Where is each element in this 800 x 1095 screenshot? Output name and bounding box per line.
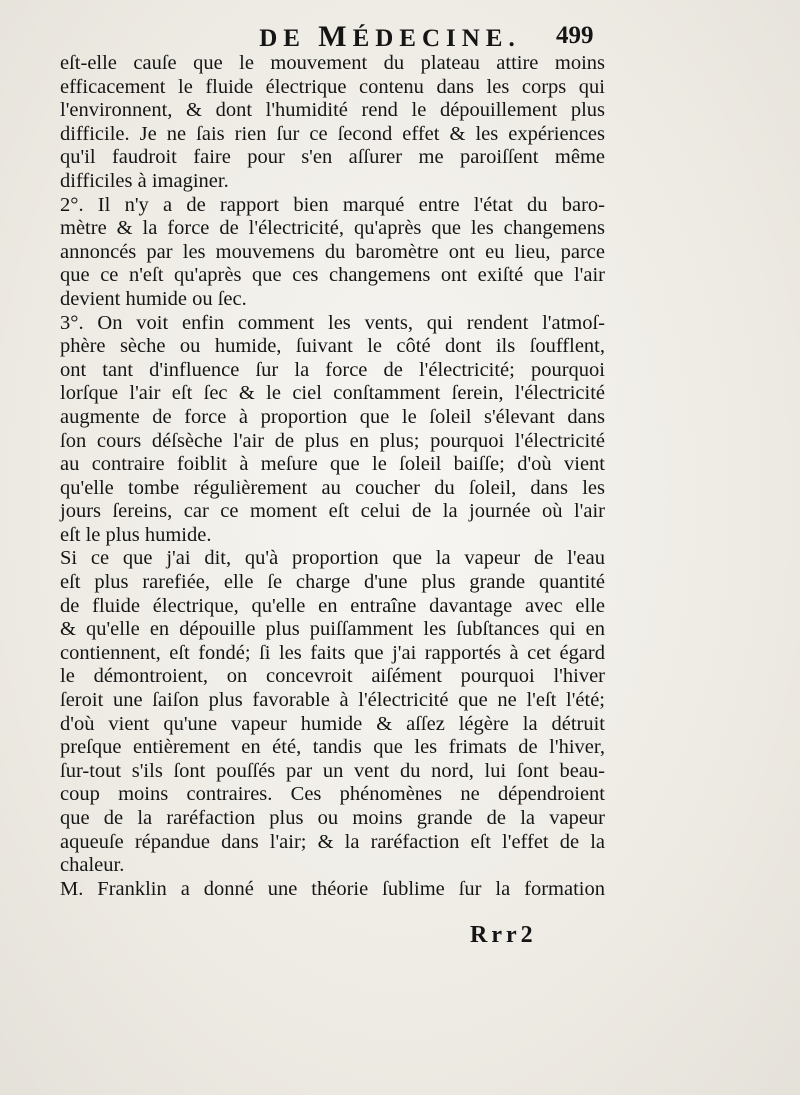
text-line: de fluide électrique, qu'elle en entraîne davantage avec elle xyxy=(60,594,605,617)
text-line: & qu'elle en dépouille plus puiſſamment les ſubſtances qui en xyxy=(60,618,605,641)
text-line: l'environnent, & dont l'humidité rend le dépouillement plus xyxy=(60,99,605,122)
text-line: qu'il faudroit faire pour s'en aſſurer me paroiſſent même xyxy=(60,146,605,169)
text-line: ſon cours déſsèche l'air de plus en plus; pourquoi l'électricité xyxy=(60,429,605,452)
text-line: jours ſereins, car ce moment eſt celui de la journée où l'air xyxy=(60,500,605,523)
text-line: eſt le plus humide. xyxy=(60,523,212,546)
text-line: ſeroit une ſaiſon plus favorable à l'électricité que ne l'eſt l'été; xyxy=(60,689,605,712)
text-line: que ce n'eſt qu'après que ces changemens ont exiſté que l'air xyxy=(60,264,605,287)
text-line: phère sèche ou humide, ſuivant le côté dont ils ſoufflent, xyxy=(60,335,605,358)
text-line: eſt plus rarefiée, elle ſe charge d'une plus grande quantité xyxy=(60,571,605,594)
text-line: augmente de force à proportion que le ſoleil s'élevant dans xyxy=(60,405,605,428)
text-line: le démontroient, on concevroit aiſément pourquoi l'hiver xyxy=(60,665,605,688)
text-line: aqueuſe répandue dans l'air; & la raréfaction eſt l'effet de la xyxy=(60,830,605,853)
text-line: ſur-tout s'ils ſont pouſſés par un vent du nord, lui ſont beau- xyxy=(60,759,605,782)
page-number: 499 xyxy=(556,22,594,49)
text-line: qu'elle tombe régulièrement au coucher du ſoleil, dans les xyxy=(60,476,605,499)
text-line: efficacement le fluide électrique contenu dans les corps qui xyxy=(60,75,605,98)
text-line: d'où vient qu'une vapeur humide & aſſez légère la détruit xyxy=(60,712,605,735)
text-line: eſt-elle cauſe que le mouvement du plateau attire moins xyxy=(60,52,605,74)
text-line: 3°. On voit enfin comment les vents, qui rendent l'atmoſ- xyxy=(60,311,605,334)
text-line: difficile. Je ne ſais rien ſur ce ſecond effet & les expériences xyxy=(60,122,605,145)
text-line: devient humide ou ſec. xyxy=(60,287,247,310)
body-text xyxy=(60,52,605,901)
text-line: annoncés par les mouvemens du baromètre ont eu lieu, parce xyxy=(60,240,605,263)
text-line: ont tant d'influence ſur la force de l'électricité; pourquoi xyxy=(60,358,605,381)
text-line: difficiles à imaginer. xyxy=(60,169,229,192)
text-line: Si ce que j'ai dit, qu'à proportion que la vapeur de l'eau xyxy=(60,547,605,570)
printer-signature: Rrr2 xyxy=(470,922,537,948)
header-title-rest: ÉDECINE. xyxy=(352,25,521,52)
text-line: 2°. Il n'y a de rapport bien marqué entre l'état du baro- xyxy=(60,193,605,216)
header-prefix: DE xyxy=(259,25,306,52)
text-line: lorſque l'air eſt ſec & le ciel conſtamment ſerein, l'électricité xyxy=(60,382,605,405)
text-line: au contraire foiblit à meſure que le ſoleil baiſſe; d'où vient xyxy=(60,453,605,476)
text-line: contiennent, eſt fondé; ſi les faits que j'ai rapportés à cet égard xyxy=(60,641,605,664)
text-line: mètre & la force de l'électricité, qu'après que les changemens xyxy=(60,217,605,240)
running-header xyxy=(160,20,620,54)
text-line: preſque entièrement en été, tandis que les frimats de l'hiver, xyxy=(60,736,605,759)
text-line: chaleur. xyxy=(60,854,125,877)
text-line: que de la raréfaction plus ou moins grande de la vapeur xyxy=(60,807,605,829)
text-line: coup moins contraires. Ces phénomènes ne dépendroient xyxy=(60,783,605,806)
header-initial: M xyxy=(318,20,353,53)
text-line: M. Franklin a donné une théorie ſublime ſur la formation xyxy=(60,877,605,900)
